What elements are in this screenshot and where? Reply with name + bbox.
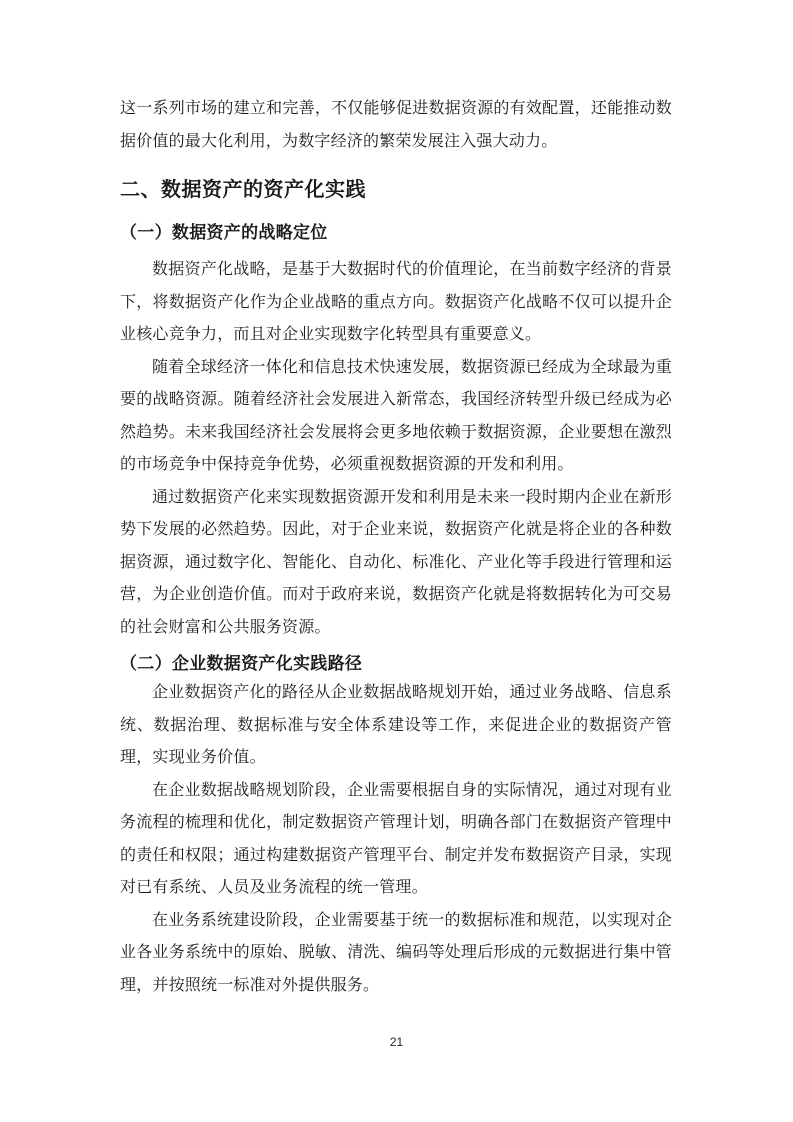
paragraph: 在业务系统建设阶段，企业需要基于统一的数据标准和规范，以实现对企业各业务系统中的原始、脱敏、清洗、编码等处理后形成的元数据进行集中管理，并按照统一标准对外提供服务。: [120, 909, 672, 994]
paragraph: 数据资产化战略，是基于大数据时代的价值理论，在当前数字经济的背景下，将数据资产化作为企业战略的重点方向。数据资产化战略不仅可以提升企业核心竞争力，而且对企业实现数字化转型具有重要意义。: [120, 259, 672, 343]
paragraph: 在企业数据战略规划阶段，企业需要根据自身的实际情况，通过对现有业务流程的梳理和优化，制定数据资产管理计划，明确各部门在数据资产管理中的责任和权限；通过构建数据资产管理平台、制定并发布数据资产目录，实现对已有系统、人员及业务流程的统一管理。: [120, 779, 672, 896]
subsection-heading-1: （一）数据资产的战略定位: [120, 223, 328, 243]
paragraph: 企业数据资产化的路径从企业数据战略规划开始，通过业务战略、信息系统、数据治理、数据标准与安全体系建设等工作，来促进企业的数据资产管理，实现业务价值。: [120, 682, 672, 766]
document-page: [120, 92, 672, 1001]
paragraph-continuation: 这一系列市场的建立和完善，不仅能够促进数据资源的有效配置，还能推动数据价值的最大化利用，为数字经济的繁荣发展注入强大动力。: [120, 98, 672, 150]
paragraph: 随着全球经济一体化和信息技术快速发展，数据资源已经成为全球最为重要的战略资源。随着经济社会发展进入新常态，我国经济转型升级已经成为必然趋势。未来我国经济社会发展将会更多地依赖于数据资源，企业要想在激烈的市场竞争中保持竞争优势，必须重视数据资源的开发和利用。: [120, 356, 672, 473]
subsection-heading-2: （二）企业数据资产化实践路径: [120, 654, 363, 674]
paragraph: 通过数据资产化来实现数据资源开发和利用是未来一段时期内企业在新形势下发展的必然趋势。因此，对于企业来说，数据资产化就是将企业的各种数据资源，通过数字化、智能化、自动化、标准化、产业化等手段进行管理和运营，为企业创造价值。而对于政府来说，数据资产化就是将数据转化为可交易的社会财富和公共服务资源。: [120, 486, 672, 636]
section-heading-2: 二、数据资产的资产化实践: [120, 177, 366, 201]
page-number: 21: [389, 1035, 404, 1049]
